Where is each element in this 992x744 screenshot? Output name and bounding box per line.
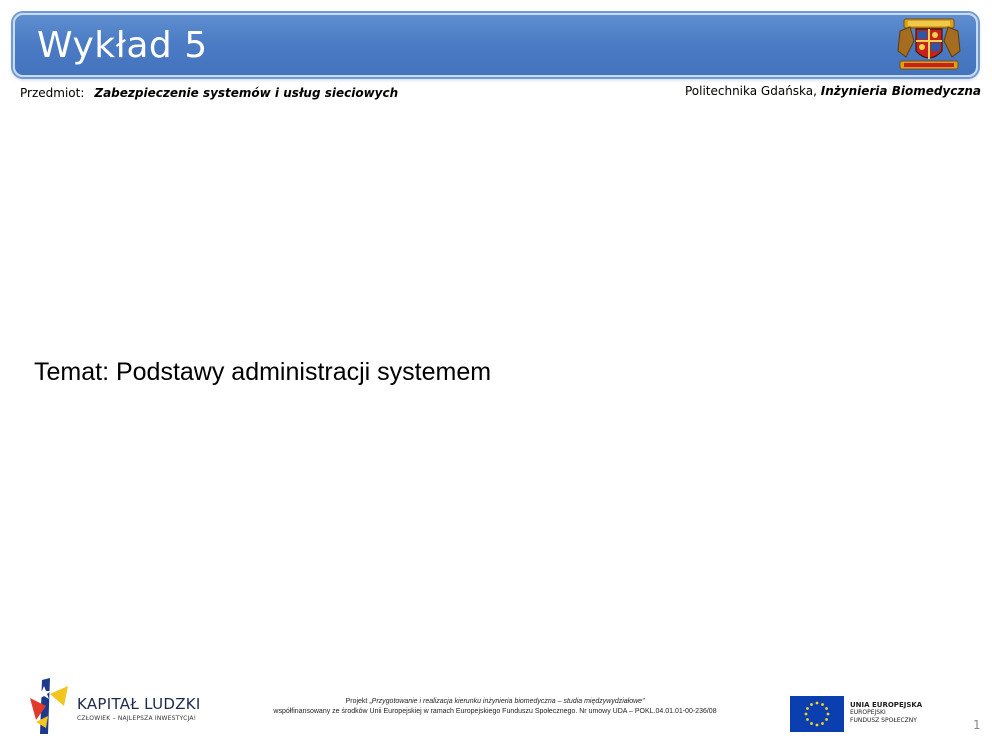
project-suffix: ” xyxy=(642,698,645,705)
eu-line-3: FUNDUSZ SPOŁECZNY xyxy=(850,717,917,724)
eu-line-1: UNIA EUROPEJSKA xyxy=(850,701,923,709)
eu-star-icon xyxy=(821,703,824,706)
university-crest-icon xyxy=(890,17,968,75)
eu-star-icon xyxy=(821,722,824,725)
eu-star-icon xyxy=(816,702,819,705)
slide-title: Wykład 5 xyxy=(37,25,208,66)
eu-star-icon xyxy=(827,713,830,716)
kapital-ludzki-subtitle: CZŁOWIEK – NAJLEPSZA INWESTYCJA! xyxy=(77,715,197,722)
eu-star-icon xyxy=(805,713,808,716)
project-prefix: Projekt „ xyxy=(345,698,372,705)
eu-line-2: EUROPEJSKI xyxy=(850,709,886,716)
subject-label: Przedmiot: xyxy=(20,86,85,100)
eu-star-icon xyxy=(816,724,819,727)
slide-title-bar xyxy=(13,13,978,77)
eu-flag-icon xyxy=(790,696,844,732)
project-note xyxy=(225,697,765,717)
eu-star-icon xyxy=(810,703,813,706)
kapital-ludzki-logo-icon xyxy=(28,676,72,736)
eu-star-icon xyxy=(825,707,828,710)
eu-label xyxy=(850,701,922,725)
subject-line xyxy=(20,86,398,100)
page-number: 1 xyxy=(973,718,981,732)
slide-topic: Temat: Podstawy administracji systemem xyxy=(34,358,492,386)
kapital-ludzki-label xyxy=(77,695,201,722)
university-line xyxy=(685,84,981,98)
field-of-study: Inżynieria Biomedyczna xyxy=(820,84,981,98)
project-line-2: współfinansowany ze środków Unii Europejskiej w ramach Europejskiego Funduszu Społecznego. Nr umowy UDA – POKL.04.01.01-00-236/08 xyxy=(273,708,717,715)
eu-star-icon xyxy=(806,707,809,710)
university-name: Politechnika Gdańska, xyxy=(684,84,821,98)
eu-star-icon xyxy=(806,718,809,721)
project-title: Przygotowanie i realizacja kierunku inżynieria biomedyczna – studia międzywydziałowe xyxy=(371,698,643,705)
eu-star-icon xyxy=(825,718,828,721)
kapital-ludzki-title: KAPITAŁ LUDZKI xyxy=(77,695,201,713)
subject-value: Zabezpieczenie systemów i usług sieciowych xyxy=(94,86,399,100)
eu-star-icon xyxy=(810,722,813,725)
project-line-1 xyxy=(225,697,765,707)
